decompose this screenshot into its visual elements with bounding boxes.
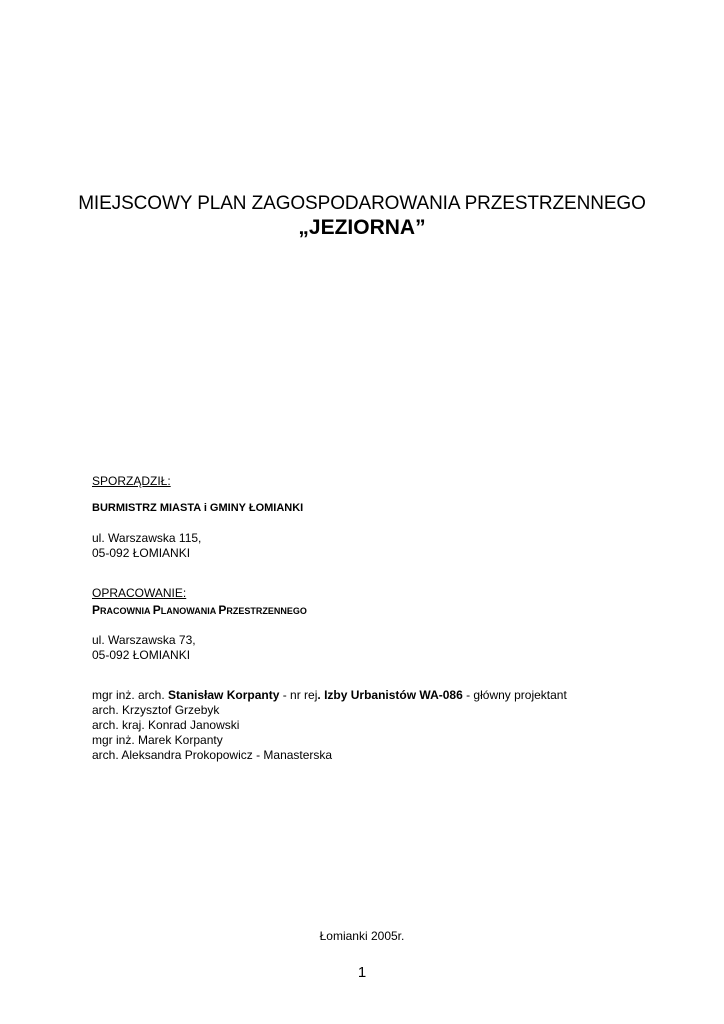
plan-name: „JEZIORNA” <box>298 216 426 239</box>
page-number: 1 <box>357 964 367 981</box>
developed-by-label: OPRACOWANIE: <box>92 586 187 600</box>
design-team-section <box>92 688 567 763</box>
team-member: arch. Aleksandra Prokopowicz - Manasterska <box>92 748 333 762</box>
team-member: arch. kraj. Konrad Janowski <box>92 718 240 732</box>
studio-name: PRACOWNIA PLANOWANIA PRZESTRZENNEGO <box>92 603 307 617</box>
prepared-by-section <box>92 474 303 561</box>
lead-designer: mgr inż. arch. Stanisław Korpanty - nr rej. Izby Urbanistów WA-086 - główny projektant <box>92 688 567 702</box>
document-title <box>0 192 724 241</box>
authority-name: BURMISTRZ MIASTA i GMINY ŁOMIANKI <box>92 502 304 514</box>
studio-address-street: ul. Warszawska 73, <box>92 633 196 647</box>
team-member: arch. Krzysztof Grzebyk <box>92 703 220 717</box>
chamber-registration: . Izby Urbanistów WA-086 <box>317 688 463 702</box>
lead-designer-name: Stanisław Korpanty <box>168 688 280 702</box>
place-and-date: Łomianki 2005r. <box>319 929 405 943</box>
authority-address-city: 05-092 ŁOMIANKI <box>92 546 191 560</box>
studio-address-city: 05-092 ŁOMIANKI <box>92 648 191 662</box>
developed-by-section <box>92 586 307 663</box>
team-member: mgr inż. Marek Korpanty <box>92 733 223 747</box>
authority-address-street: ul. Warszawska 115, <box>92 531 202 545</box>
prepared-by-label: SPORZĄDZIŁ: <box>92 474 171 488</box>
plan-title: MIEJSCOWY PLAN ZAGOSPODAROWANIA PRZESTRZENNEGO <box>78 193 646 214</box>
